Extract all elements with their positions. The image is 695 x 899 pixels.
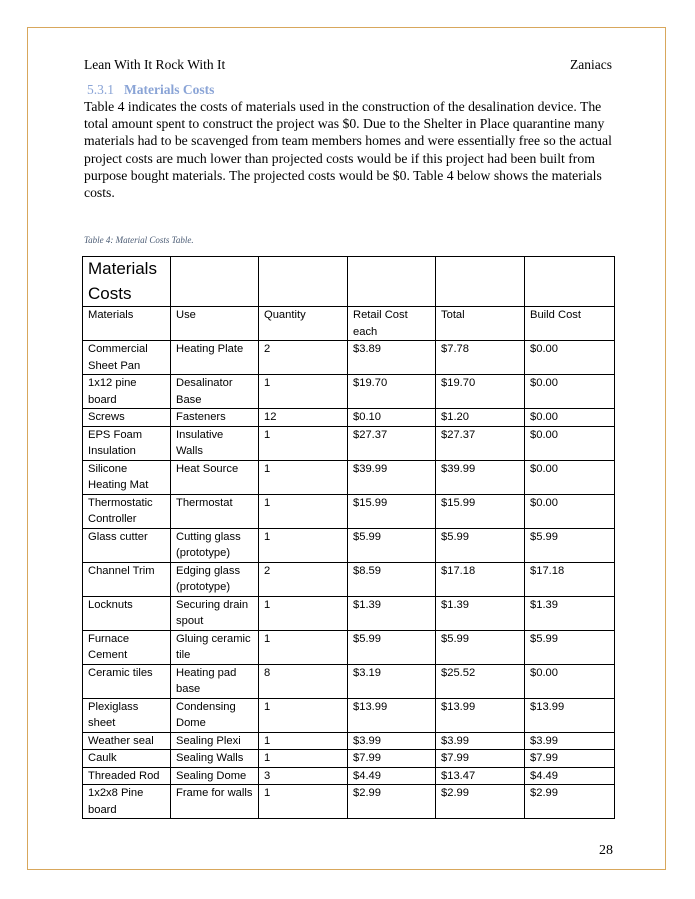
table-cell: $4.49: [348, 767, 436, 785]
page-number: 28: [599, 843, 613, 858]
body-paragraph: Table 4 indicates the costs of materials used in the construction of the desalination device. The total amount spent to construct the project was $0. Due to the Shelter in Place quarantine many materials had to be scavenged from team members homes and were essentially free so the actual project costs are much lower than projected costs would be if this project had been built from purpose bought materials. The projected costs would be $0. Table 4 below shows the materials costs.: [84, 99, 612, 201]
table-cell: Fasteners: [171, 409, 259, 427]
table-row: [83, 409, 615, 427]
table-row: [83, 630, 615, 664]
table-cell: $7.99: [525, 750, 615, 768]
table-cell: Edging glass (prototype): [171, 562, 259, 596]
empty-cell: [436, 257, 525, 307]
table-cell: 1: [259, 426, 348, 460]
table-cell: Condensing Dome: [171, 698, 259, 732]
table-cell: Threaded Rod: [83, 767, 171, 785]
table-cell: $13.99: [525, 698, 615, 732]
table-row: [83, 375, 615, 409]
table-cell: Heating pad base: [171, 664, 259, 698]
table-cell: $0.00: [525, 460, 615, 494]
table-cell: $4.49: [525, 767, 615, 785]
section-number: 5.3.1: [87, 82, 114, 97]
table-cell: $17.18: [525, 562, 615, 596]
table-cell: 1: [259, 375, 348, 409]
table-cell: $39.99: [436, 460, 525, 494]
table-cell: Heating Plate: [171, 341, 259, 375]
table-cell: $2.99: [436, 785, 525, 819]
table-cell: $3.99: [348, 732, 436, 750]
table-cell: 1: [259, 528, 348, 562]
table-cell: Screws: [83, 409, 171, 427]
table-cell: Gluing ceramic tile: [171, 630, 259, 664]
empty-cell: [171, 257, 259, 307]
table-cell: $5.99: [436, 630, 525, 664]
column-header: Retail Cost each: [348, 307, 436, 341]
table-row: [83, 785, 615, 819]
table-cell: $7.99: [348, 750, 436, 768]
table-cell: Thermostatic Controller: [83, 494, 171, 528]
table-cell: Thermostat: [171, 494, 259, 528]
table-cell: $0.00: [525, 494, 615, 528]
table-header-row: [83, 307, 615, 341]
table-cell: 1: [259, 596, 348, 630]
table-cell: $3.89: [348, 341, 436, 375]
table-cell: $19.70: [436, 375, 525, 409]
table-cell: $0.00: [525, 664, 615, 698]
table-cell: $2.99: [525, 785, 615, 819]
table-cell: $17.18: [436, 562, 525, 596]
table-cell: $39.99: [348, 460, 436, 494]
empty-cell: [348, 257, 436, 307]
table-cell: 2: [259, 562, 348, 596]
table-cell: $1.39: [525, 596, 615, 630]
table-cell: $27.37: [348, 426, 436, 460]
table-cell: $2.99: [348, 785, 436, 819]
table-cell: Weather seal: [83, 732, 171, 750]
table-cell: $5.99: [525, 528, 615, 562]
table-cell: $5.99: [436, 528, 525, 562]
table-cell: Ceramic tiles: [83, 664, 171, 698]
table-cell: 3: [259, 767, 348, 785]
table-cell: Sealing Dome: [171, 767, 259, 785]
table-cell: Desalinator Base: [171, 375, 259, 409]
table-row: [83, 562, 615, 596]
table-cell: Heat Source: [171, 460, 259, 494]
table-cell: 1: [259, 630, 348, 664]
table-cell: $0.10: [348, 409, 436, 427]
header-team-name: Zaniacs: [570, 57, 612, 72]
table-title-row: [83, 257, 615, 307]
table-row: [83, 341, 615, 375]
table-cell: 1: [259, 785, 348, 819]
table-cell: 2: [259, 341, 348, 375]
table-cell: Securing drain spout: [171, 596, 259, 630]
table-cell: $7.78: [436, 341, 525, 375]
table-row: [83, 698, 615, 732]
column-header: Total: [436, 307, 525, 341]
table-cell: $0.00: [525, 409, 615, 427]
table-cell: 1: [259, 732, 348, 750]
table-title: Materials Costs: [83, 257, 171, 307]
table-cell: $0.00: [525, 375, 615, 409]
materials-costs-table: [82, 256, 615, 819]
table-cell: Caulk: [83, 750, 171, 768]
section-title: Materials Costs: [124, 82, 215, 97]
table-cell: $3.99: [525, 732, 615, 750]
table-cell: $1.39: [436, 596, 525, 630]
table-cell: Furnace Cement: [83, 630, 171, 664]
table-row: [83, 460, 615, 494]
table-cell: 1x12 pine board: [83, 375, 171, 409]
table-row: [83, 596, 615, 630]
table-row: [83, 750, 615, 768]
column-header: Quantity: [259, 307, 348, 341]
table-cell: $13.99: [436, 698, 525, 732]
table-caption: Table 4: Material Costs Table.: [84, 235, 194, 245]
table-cell: $0.00: [525, 426, 615, 460]
table-cell: $0.00: [525, 341, 615, 375]
table-row: [83, 528, 615, 562]
table-row: [83, 494, 615, 528]
header-project-title: Lean With It Rock With It: [84, 57, 226, 72]
table-cell: $13.47: [436, 767, 525, 785]
table-cell: $3.99: [436, 732, 525, 750]
column-header: Build Cost: [525, 307, 615, 341]
table-cell: Cutting glass (prototype): [171, 528, 259, 562]
table-cell: $5.99: [525, 630, 615, 664]
table-cell: $7.99: [436, 750, 525, 768]
table-cell: 1: [259, 698, 348, 732]
table-cell: Plexiglass sheet: [83, 698, 171, 732]
table-cell: 8: [259, 664, 348, 698]
table-cell: 1x2x8 Pine board: [83, 785, 171, 819]
table-cell: Channel Trim: [83, 562, 171, 596]
table-cell: $25.52: [436, 664, 525, 698]
table-row: [83, 767, 615, 785]
table-cell: Frame for walls: [171, 785, 259, 819]
table-cell: $19.70: [348, 375, 436, 409]
table-cell: 12: [259, 409, 348, 427]
table-cell: Insulative Walls: [171, 426, 259, 460]
section-heading: [87, 82, 214, 98]
table-cell: $8.59: [348, 562, 436, 596]
table-cell: $15.99: [348, 494, 436, 528]
table-cell: $5.99: [348, 630, 436, 664]
table-row: [83, 426, 615, 460]
table-cell: 1: [259, 460, 348, 494]
table-cell: 1: [259, 494, 348, 528]
table-cell: Silicone Heating Mat: [83, 460, 171, 494]
table-cell: $5.99: [348, 528, 436, 562]
column-header: Use: [171, 307, 259, 341]
empty-cell: [259, 257, 348, 307]
table-cell: $27.37: [436, 426, 525, 460]
table-cell: Commercial Sheet Pan: [83, 341, 171, 375]
table-cell: Glass cutter: [83, 528, 171, 562]
table-row: [83, 664, 615, 698]
empty-cell: [525, 257, 615, 307]
table-cell: 1: [259, 750, 348, 768]
table-cell: Sealing Plexi: [171, 732, 259, 750]
table-cell: Sealing Walls: [171, 750, 259, 768]
column-header: Materials: [83, 307, 171, 341]
table-row: [83, 732, 615, 750]
table-cell: $3.19: [348, 664, 436, 698]
table-cell: $13.99: [348, 698, 436, 732]
table-cell: $15.99: [436, 494, 525, 528]
table-cell: $1.39: [348, 596, 436, 630]
table-cell: Locknuts: [83, 596, 171, 630]
table-cell: $1.20: [436, 409, 525, 427]
table-cell: EPS Foam Insulation: [83, 426, 171, 460]
